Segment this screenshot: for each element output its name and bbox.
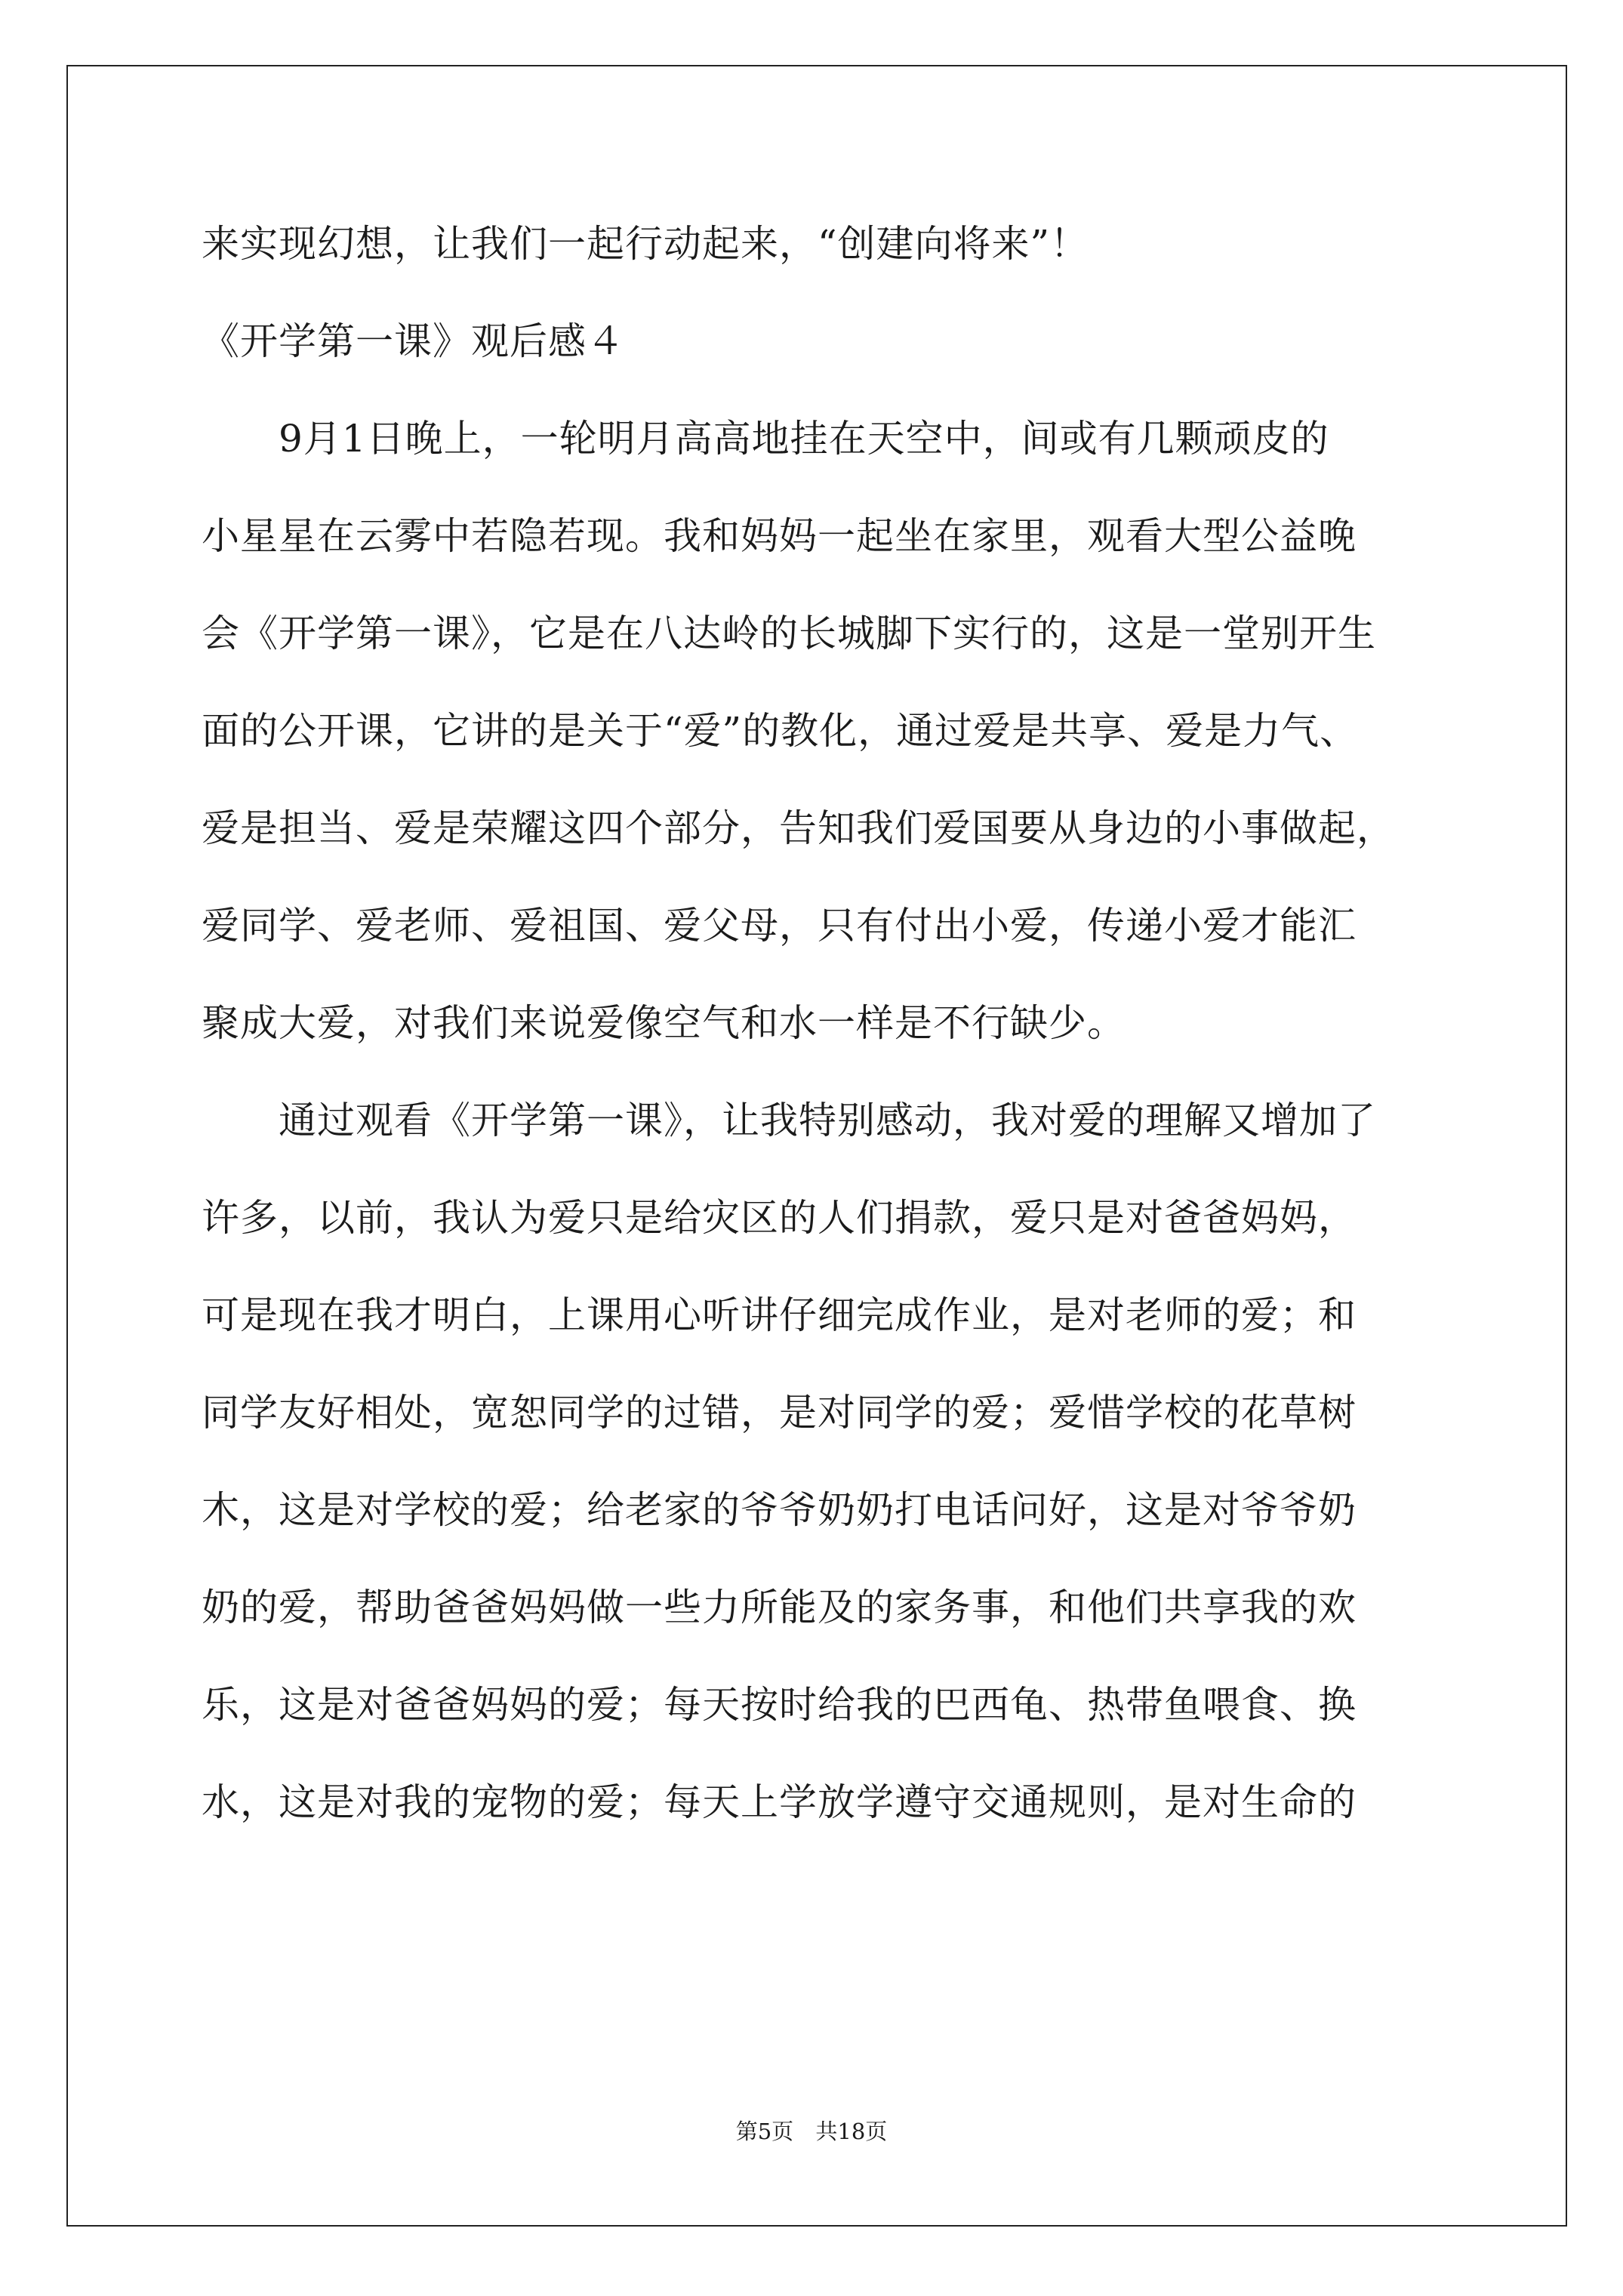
text-line: 9月1日晚上，一轮明月高高地挂在天空中，间或有几颗顽皮的: [202, 417, 1329, 461]
text-line: 面的公开课，它讲的是关于“爱”的教化，通过爱是共享、爱是力气、: [202, 709, 1359, 753]
text-line: 许多，以前，我认为爱只是给灾区的人们捐款，爱只是对爸爸妈妈，: [202, 1196, 1357, 1240]
text-line: 可是现在我才明白，上课用心听讲仔细完成作业，是对老师的爱；和: [202, 1293, 1357, 1337]
text-line: 爱是担当、爱是荣耀这四个部分，告知我们爱国要从身边的小事做起，: [202, 806, 1395, 850]
text-line: 来实现幻想，让我们一起行动起来，“创建向将来”！: [202, 222, 1089, 266]
page-total: 共18页: [815, 2119, 888, 2144]
text-line: 乐，这是对爸爸妈妈的爱；每天按时给我的巴西龟、热带鱼喂食、换: [202, 1683, 1357, 1727]
text-line: 同学友好相处，宽恕同学的过错，是对同学的爱；爱惜学校的花草树: [202, 1391, 1357, 1435]
text-line: 通过观看《开学第一课》，让我特别感动，我对爱的理解又增加了: [202, 1099, 1376, 1142]
text-line: 聚成大爱，对我们来说爱像空气和水一样是不行缺少。: [202, 1001, 1126, 1045]
text-line: 木，这是对学校的爱；给老家的爷爷奶奶打电话问好，这是对爷爷奶: [202, 1488, 1357, 1532]
text-line: 奶的爱，帮助爸爸妈妈做一些力所能及的家务事，和他们共享我的欢: [202, 1586, 1357, 1629]
text-line: 水，这是对我的宠物的爱；每天上学放学遵守交通规则，是对生命的: [202, 1780, 1357, 1824]
page-number: 第5页: [735, 2119, 794, 2144]
page-footer: [0, 2119, 1623, 2144]
text-line: 会《开学第一课》，它是在八达岭的长城脚下实行的，这是一堂别开生: [202, 612, 1376, 655]
text-line: 小星星在云雾中若隐若现。我和妈妈一起坐在家里，观看大型公益晚: [202, 514, 1357, 558]
section-title: 《开学第一课》观后感４: [202, 319, 625, 363]
document-body: [202, 221, 1440, 1825]
text-line: 爱同学、爱老师、爱祖国、爱父母，只有付出小爱，传递小爱才能汇: [202, 904, 1357, 948]
